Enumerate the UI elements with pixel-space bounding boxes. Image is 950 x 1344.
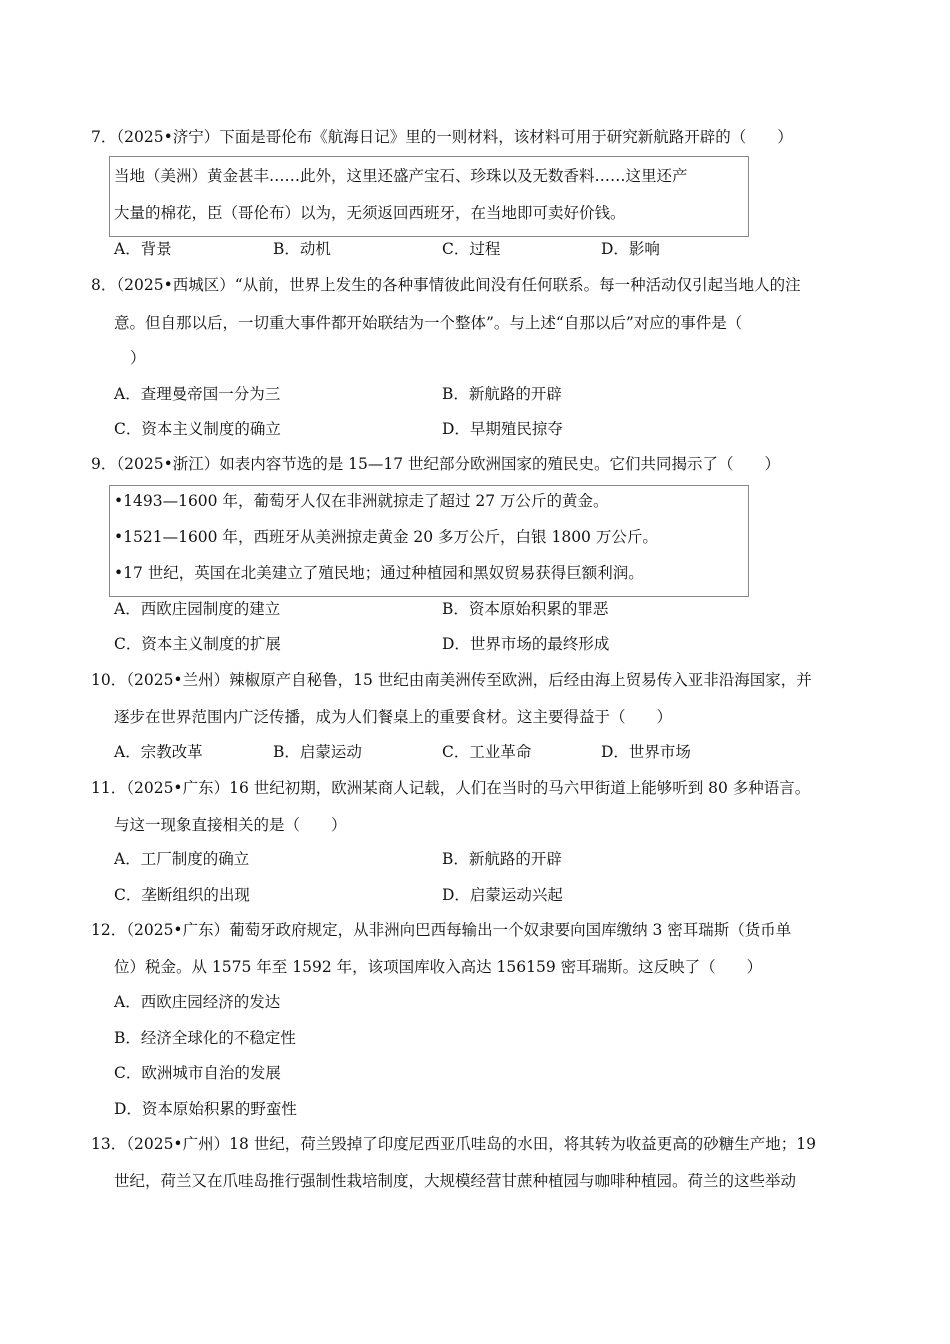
option-c[interactable]: C．工业革命 (442, 743, 532, 761)
material-line: •17 世纪，英国在北美建立了殖民地；通过种植园和黑奴贸易获得巨额利润。 (114, 564, 644, 582)
question-7-stem (91, 127, 793, 147)
question-8-stem (91, 275, 801, 295)
option-d[interactable]: D．世界市场 (601, 743, 691, 761)
option-a[interactable]: A．西欧庄园经济的发达 (114, 993, 281, 1011)
question-text-continued: ） (130, 349, 146, 367)
option-d[interactable]: D．资本原始积累的野蛮性 (114, 1100, 297, 1118)
option-a[interactable]: A．查理曼帝国一分为三 (114, 385, 281, 403)
question-number: 7． (91, 128, 117, 146)
question-13-stem (91, 1134, 816, 1154)
material-line: 大量的棉花，臣（哥伦布）以为，无须返回西班牙，在当地即可卖好价钱。 (114, 204, 626, 222)
question-text: 葡萄牙政府规定，从非洲向巴西每输出一个奴隶要向国库缴纳 3 密耳瑞斯（货币单 (229, 921, 792, 939)
option-b[interactable]: B．动机 (273, 240, 331, 258)
question-source: （2025•广东） (126, 921, 230, 939)
question-text: 16 世纪初期，欧洲某商人记载，人们在当时的马六甲街道上能够听到 80 多种语言。 (229, 779, 811, 797)
material-line: •1493—1600 年，葡萄牙人仅在非洲就掠走了超过 27 万公斤的黄金。 (114, 492, 609, 510)
question-number: 9． (91, 455, 117, 473)
option-a[interactable]: A．宗教改革 (114, 743, 203, 761)
question-number: 12． (91, 921, 127, 939)
option-c[interactable]: C．过程 (442, 240, 501, 258)
question-text: 18 世纪，荷兰毁掉了印度尼西亚爪哇岛的水田，将其转为收益更高的砂糖生产地；19 (229, 1135, 816, 1153)
question-source: （2025•浙江） (116, 455, 220, 473)
question-12-stem (91, 920, 791, 940)
option-d[interactable]: D．启蒙运动兴起 (442, 886, 563, 904)
option-b[interactable]: B．资本原始积累的罪恶 (442, 600, 609, 618)
option-a[interactable]: A．背景 (114, 240, 172, 258)
question-text: 下面是哥伦布《航海日记》里的一则材料，该材料可用于研究新航路开辟的（ ） (219, 128, 793, 146)
option-a[interactable]: A．工厂制度的确立 (114, 850, 250, 868)
question-text-continued: 世纪，荷兰又在爪哇岛推行强制性栽培制度，大规模经营甘蔗种植园与咖啡种植园。荷兰的这些举动 (114, 1172, 797, 1190)
option-c[interactable]: C．欧洲城市自治的发展 (114, 1064, 281, 1082)
question-text-continued: 逐步在世界范围内广泛传播，成为人们餐桌上的重要食材。这主要得益于（ ） (114, 708, 673, 726)
option-b[interactable]: B．新航路的开辟 (442, 385, 562, 403)
question-source: （2025•西城区） (116, 276, 235, 294)
option-b[interactable]: B．经济全球化的不稳定性 (114, 1029, 296, 1047)
option-b[interactable]: B．新航路的开辟 (442, 850, 562, 868)
option-d[interactable]: D．影响 (601, 240, 660, 258)
question-text: 如表内容节选的是 15—17 世纪部分欧洲国家的殖民史。它们共同揭示了（ ） (219, 455, 781, 473)
option-c[interactable]: C．垄断组织的出现 (114, 886, 250, 904)
option-c[interactable]: C．资本主义制度的确立 (114, 420, 281, 438)
question-source: （2025•广州） (126, 1135, 230, 1153)
question-number: 10． (91, 671, 127, 689)
question-number: 11． (91, 779, 127, 797)
option-d[interactable]: D．世界市场的最终形成 (442, 635, 610, 653)
question-source: （2025•兰州） (126, 671, 230, 689)
option-b[interactable]: B．启蒙运动 (273, 743, 362, 761)
question-source: （2025•济宁） (116, 128, 220, 146)
question-text-continued: 意。但自那以后，一切重大事件都开始联结为一个整体”。与上述“自那以后”对应的事件是（ (114, 314, 743, 332)
question-number: 8． (91, 276, 117, 294)
question-number: 13． (91, 1135, 127, 1153)
option-d[interactable]: D．早期殖民掠夺 (442, 420, 563, 438)
question-text: 辣椒原产自秘鲁，15 世纪由南美洲传至欧洲，后经由海上贸易传入亚非沿海国家，并 (229, 671, 812, 689)
question-text: “从前，世界上发生的各种事情彼此间没有任何联系。每一种活动仅引起当地人的注 (234, 276, 801, 294)
question-9-stem (91, 454, 780, 474)
material-line: 当地（美洲）黄金甚丰……此外，这里还盛产宝石、珍珠以及无数香料……这里还产 (114, 167, 688, 185)
option-c[interactable]: C．资本主义制度的扩展 (114, 635, 281, 653)
question-text-continued: 位）税金。从 1575 年至 1592 年，该项国库收入高达 156159 密耳瑞斯。这反映了（ ） (114, 958, 763, 976)
option-a[interactable]: A．西欧庄园制度的建立 (114, 600, 281, 618)
question-text-continued: 与这一现象直接相关的是（ ） (114, 816, 347, 834)
material-line: •1521—1600 年，西班牙从美洲掠走黄金 20 多万公斤，白银 1800 万公斤。 (114, 528, 658, 546)
question-10-stem (91, 670, 812, 690)
question-11-stem (91, 778, 810, 798)
question-source: （2025•广东） (126, 779, 230, 797)
